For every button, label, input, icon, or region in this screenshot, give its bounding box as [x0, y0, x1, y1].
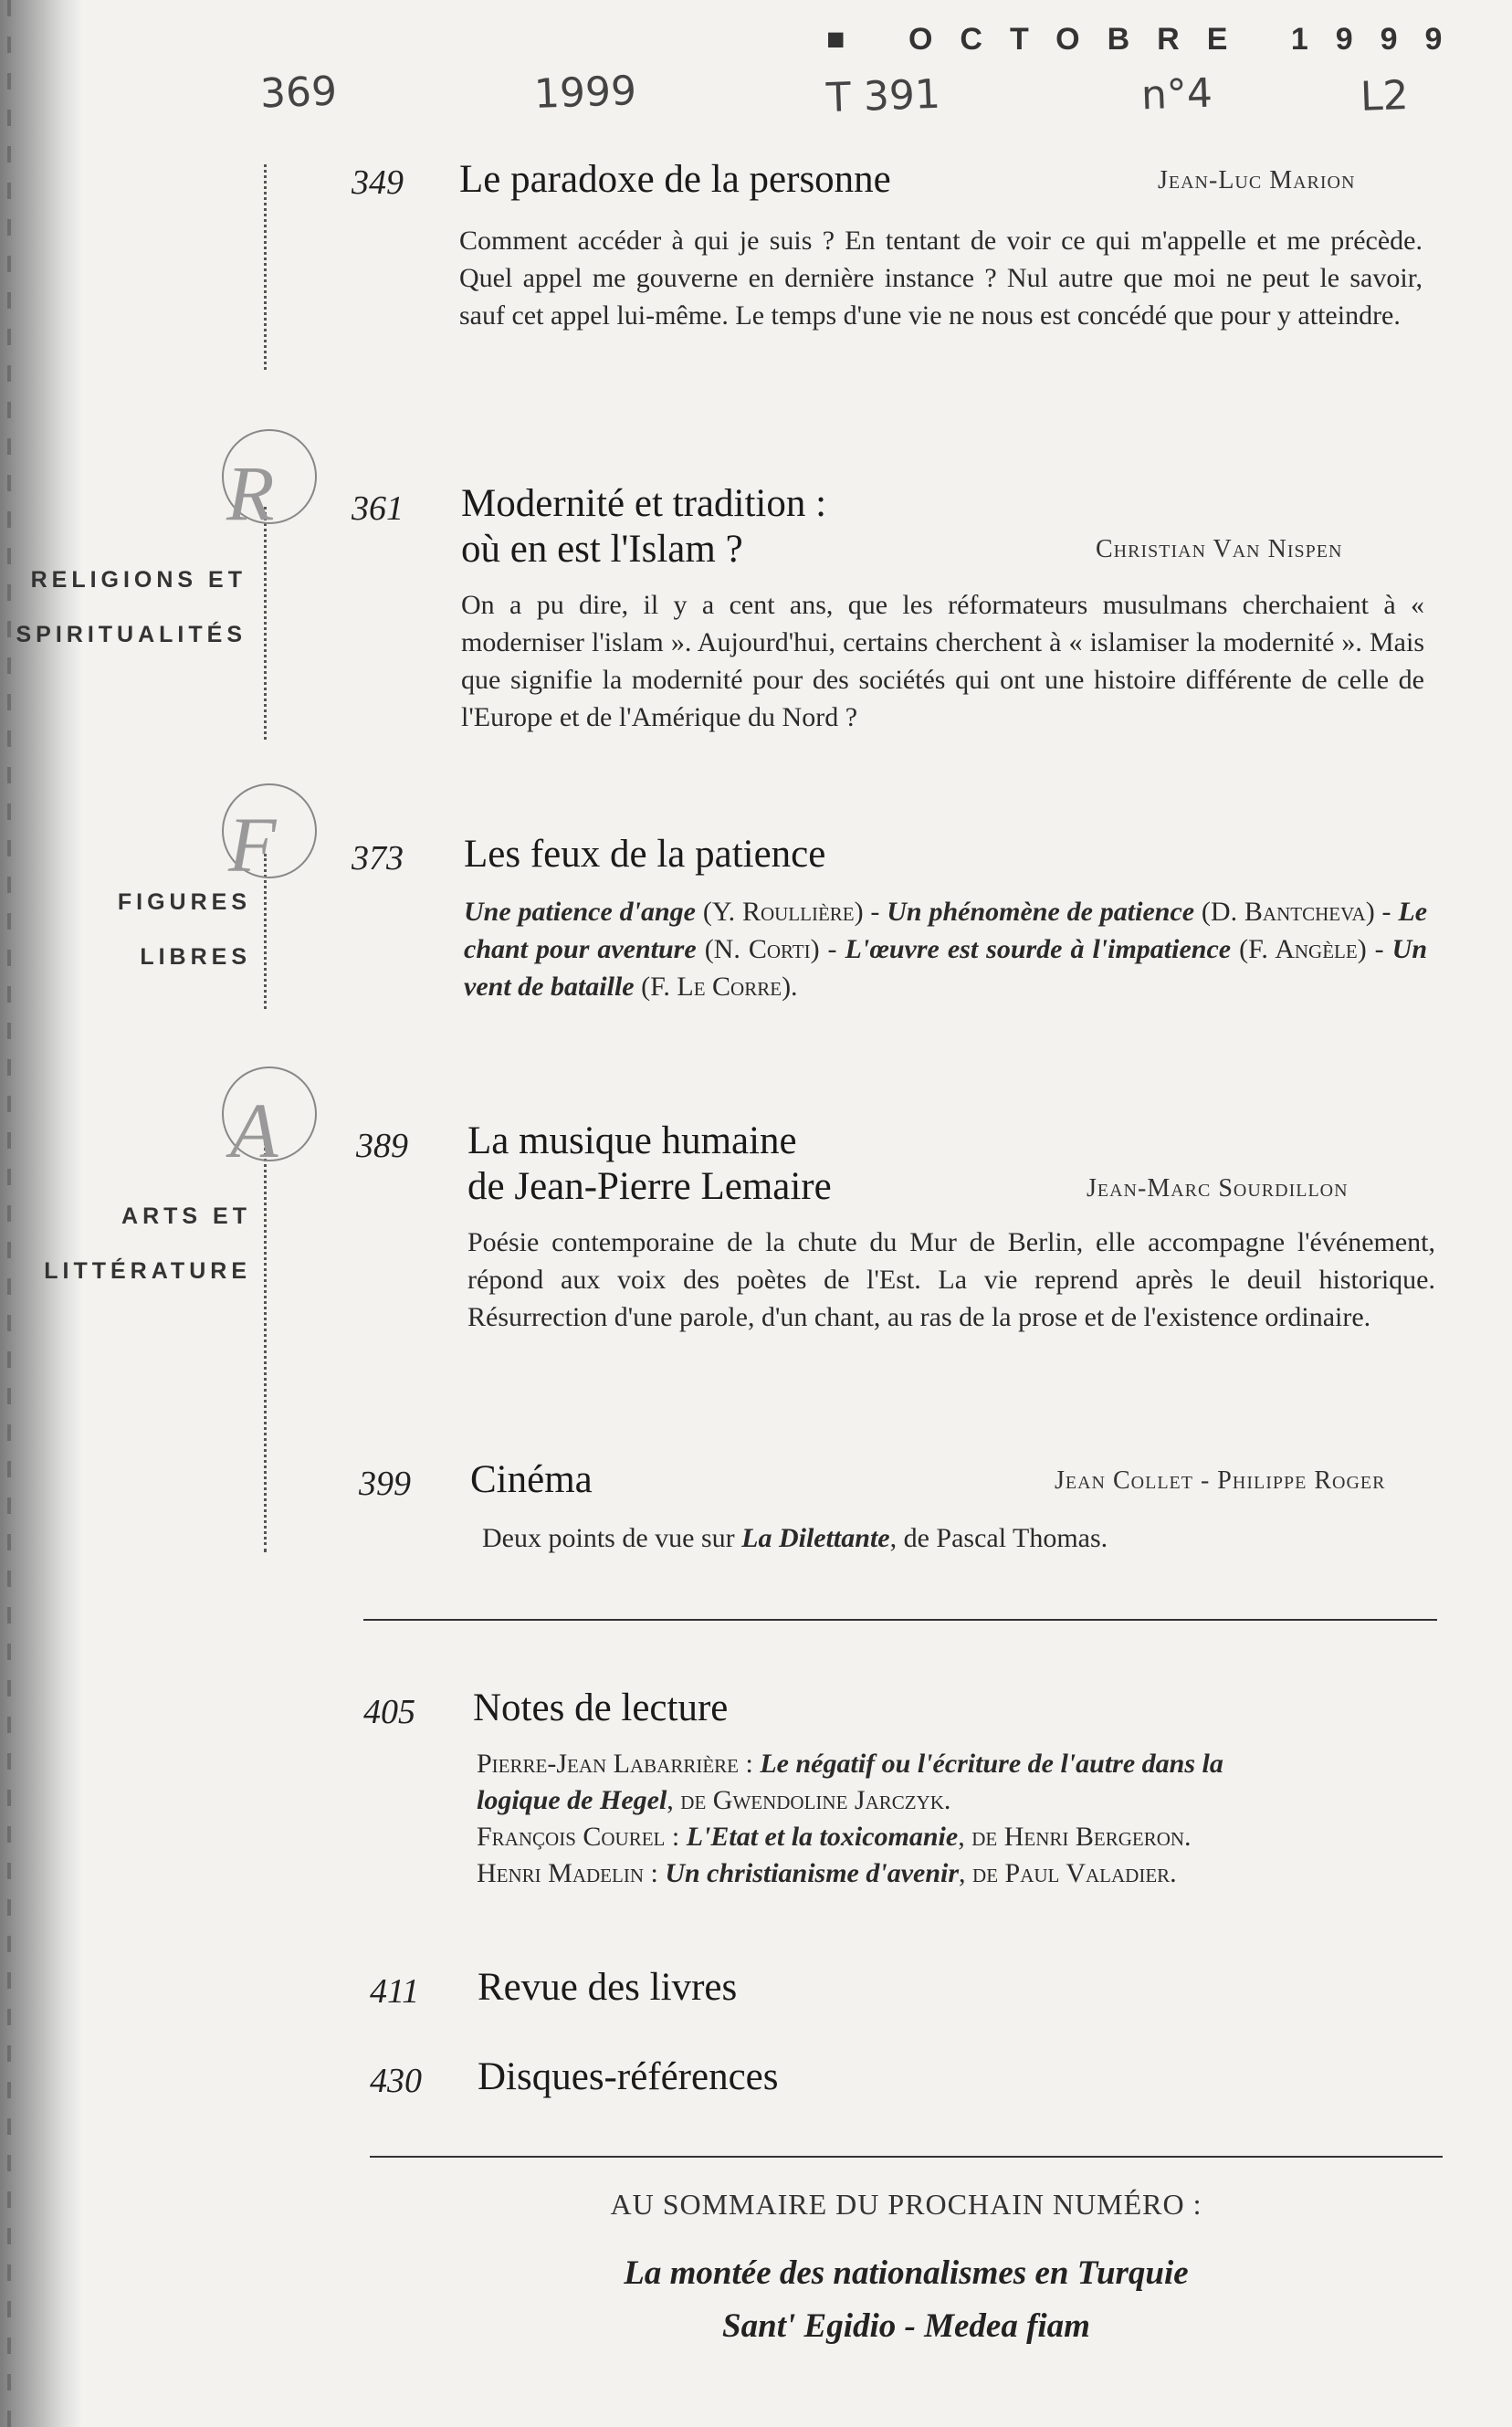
note-book-author: , de Paul Valadier.	[959, 1858, 1177, 1888]
article-summary: Poésie contemporaine de la chute du Mur de Berlin, elle accompagne l'événement, répond aux voix des poètes de l'Est. La vie reprend après le deuil historique. Résurrection d'une parole, d'un chant, au ras de la prose et de l'existence ordinaire.	[467, 1227, 1435, 1332]
summary-text: Deux points de vue sur	[482, 1523, 742, 1553]
page-number: 430	[370, 2062, 422, 2100]
page-number: 349	[352, 163, 404, 202]
article-title-line: La musique humaine	[467, 1119, 797, 1162]
dotted-rule	[264, 507, 267, 740]
section-title: Revue des livres	[478, 1966, 738, 2009]
article-title-line: où en est l'Islam ?	[461, 528, 743, 571]
handwritten-note-5: L2	[1360, 72, 1410, 121]
next-issue-line: Sant' Egidio - Medea fiam	[722, 2307, 1090, 2345]
section-letter-r: R	[226, 449, 275, 537]
note-book-title: L'Etat et la toxicomanie	[686, 1822, 959, 1852]
section-label-line: LITTÉRATURE	[44, 1258, 251, 1284]
section-label-figures	[0, 875, 251, 984]
page-number: 411	[370, 1972, 420, 2011]
article-author: Christian Van Nispen	[1096, 535, 1343, 563]
summary-text: , de Pascal Thomas.	[889, 1523, 1108, 1553]
handwritten-note-3: T 391	[825, 70, 941, 122]
note-book-author: , de Gwendoline Jarczyk.	[667, 1785, 951, 1815]
page-number: 399	[359, 1465, 411, 1503]
next-issue-line: La montée des nationalismes en Turquie	[624, 2254, 1189, 2292]
section-title: Notes de lecture	[473, 1686, 729, 1729]
article-title: Les feux de la patience	[464, 833, 826, 876]
next-issue-label: AU SOMMAIRE DU PROCHAIN NUMÉRO :	[610, 2188, 1202, 2221]
section-label-line: SPIRITUALITÉS	[16, 622, 247, 647]
work-title: Un vent de bataille	[464, 934, 1428, 1002]
note-reviewer: Henri Madelin :	[477, 1858, 658, 1888]
work-author: (D. Bantcheva)	[1201, 897, 1375, 927]
article-title	[461, 481, 826, 573]
section-label-line: RELIGIONS ET	[30, 567, 247, 593]
page-number: 389	[356, 1127, 408, 1165]
section-letter-a: A	[230, 1087, 278, 1174]
article-summary	[482, 1519, 1432, 1557]
note-book-title: Un christianisme d'avenir	[665, 1858, 960, 1888]
article-title: Cinéma	[470, 1458, 593, 1501]
note-reviewer: Pierre-Jean Labarrière :	[477, 1749, 753, 1779]
page-number: 361	[352, 489, 404, 528]
article-title-line: Modernité et tradition :	[461, 482, 827, 525]
work-author: (N. Corti)	[704, 934, 820, 964]
article-author: Jean-Luc Marion	[1158, 166, 1356, 194]
article-summary: Comment accéder à qui je suis ? En tentant de voir ce qui m'appelle et me précède. Quel appel me gouverne en dernière instance ? Nul autre que moi ne peut le savoir, sauf cet appel lui-même. Le temps d'une vie ne nous est concédé que pour y atteindre.	[459, 226, 1423, 331]
section-label-arts	[0, 1189, 251, 1298]
article-title: Le paradoxe de la personne	[459, 158, 891, 201]
article-author: Jean-Marc Sourdillon	[1087, 1174, 1349, 1203]
dotted-rule	[264, 1141, 267, 1552]
work-title: L'œuvre est sourde à l'impatience	[845, 934, 1232, 964]
note-reviewer: François Courel :	[477, 1822, 680, 1852]
divider-rule	[363, 1619, 1437, 1621]
notes-list	[477, 1746, 1435, 1892]
section-letter-f: F	[228, 801, 277, 888]
section-label-line: ARTS ET	[121, 1203, 251, 1229]
divider-rule	[370, 2156, 1443, 2158]
note-book-title: Le négatif ou l'écriture de l'autre dans la logique de Hegel	[477, 1749, 1223, 1815]
work-author: (F. Le Corre).	[641, 972, 798, 1002]
section-title: Disques-références	[478, 2055, 779, 2098]
work-title: Le chant pour aventure	[464, 897, 1428, 964]
work-title: Une patience d'ange	[464, 897, 696, 927]
film-title: La Dilettante	[741, 1523, 890, 1553]
section-label-line: FIGURES LIBRES	[117, 889, 251, 970]
issue-header: ■ OCTOBRE 1999	[826, 22, 1470, 57]
article-works: Une patience d'ange (Y. Roullière) - Un phénomène de patience (D. Bantcheva) - Le chant pour aventure (N. Corti) - L'œuvre est sourde à l'impatience (F. Angèle) - Un vent de bataille (F. Le Corre).	[464, 897, 1428, 1002]
work-title: Un phénomène de patience	[887, 897, 1195, 927]
work-author: (Y. Roullière)	[702, 897, 864, 927]
note-item	[477, 1746, 1225, 1819]
section-label-religions	[0, 552, 247, 662]
page-number: 373	[352, 839, 404, 877]
page-number: 405	[363, 1693, 415, 1731]
article-title-line: de Jean-Pierre Lemaire	[467, 1165, 832, 1208]
article-title	[467, 1119, 832, 1210]
article-summary: On a pu dire, il y a cent ans, que les réformateurs musulmans cherchaient à « moderniser l'islam ». Aujourd'hui, certains cherchent à « islamiser la modernité ». Mais que signifie la modernité pour des sociétés qui ont une histoire différente de celle de l'Europe et de l'Amérique du Nord ?	[461, 590, 1424, 732]
dotted-rule	[264, 164, 267, 370]
note-book-author: , de Henri Bergeron.	[958, 1822, 1192, 1852]
work-author: (F. Angèle)	[1239, 934, 1367, 964]
handwritten-note-2: 1999	[533, 68, 637, 118]
note-item	[477, 1855, 1435, 1892]
article-author: Jean Collet - Philippe Roger	[1055, 1466, 1386, 1495]
note-item	[477, 1819, 1435, 1855]
handwritten-note-4: n°4	[1140, 69, 1213, 120]
handwritten-note-1: 369	[259, 68, 338, 118]
